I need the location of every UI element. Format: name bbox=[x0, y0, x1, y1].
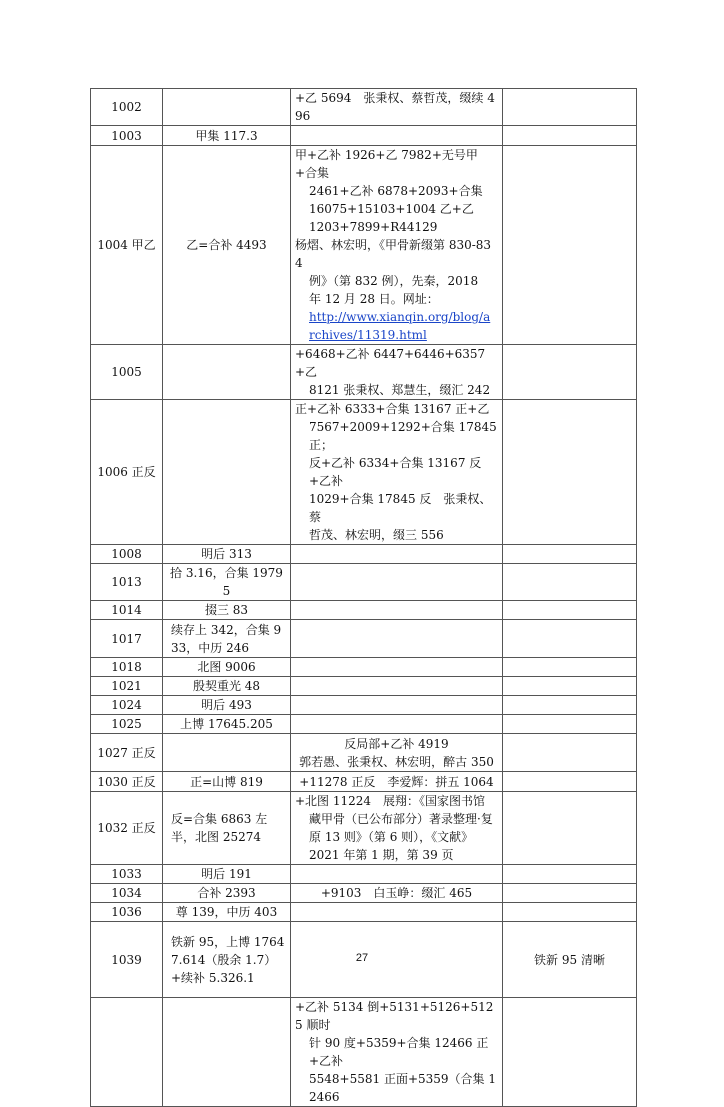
cell-remarks bbox=[503, 715, 637, 734]
cell-notes bbox=[291, 903, 503, 922]
note-line: 反+乙补 6334+合集 13167 反+乙补 bbox=[309, 456, 482, 488]
cell-source: 明后 313 bbox=[163, 545, 291, 564]
note-line: 例》（第 832 例），先秦，2018 bbox=[309, 274, 479, 288]
cell-number: 1008 bbox=[91, 545, 163, 564]
cell-notes bbox=[291, 146, 503, 345]
cell-remarks bbox=[503, 772, 637, 792]
cell-remarks bbox=[503, 601, 637, 620]
table-row bbox=[91, 998, 637, 1107]
cell-number: 1014 bbox=[91, 601, 163, 620]
table-row bbox=[91, 126, 637, 146]
note-line: 7567+2009+1292+合集 17845 正； bbox=[309, 420, 497, 452]
table-row bbox=[91, 564, 637, 601]
cell-source: 掇三 83 bbox=[163, 601, 291, 620]
cell-notes bbox=[291, 564, 503, 601]
cell-remarks bbox=[503, 658, 637, 677]
cell-remarks bbox=[503, 146, 637, 345]
cell-source: 反=合集 6863 左半，北图 25274 bbox=[163, 792, 291, 865]
cell-notes bbox=[291, 677, 503, 696]
table-row bbox=[91, 715, 637, 734]
table-row bbox=[91, 884, 637, 903]
cell-notes bbox=[291, 734, 503, 772]
cell-source: 铁新 95，上博 17647.614（殷余 1.7）+续补 5.326.1 bbox=[163, 922, 291, 998]
note-line: 针 90 度+5359+合集 12466 正+乙补 bbox=[309, 1036, 489, 1068]
cell-remarks bbox=[503, 564, 637, 601]
cell-number: 1006 正反 bbox=[91, 400, 163, 545]
cell-remarks bbox=[503, 400, 637, 545]
note-line: 年 12 月 28 日。网址： bbox=[309, 292, 439, 306]
cell-number: 1039 bbox=[91, 922, 163, 998]
cell-remarks bbox=[503, 89, 637, 126]
cell-number: 1024 bbox=[91, 696, 163, 715]
cell-remarks bbox=[503, 865, 637, 884]
note-line: 哲茂、林宏明，缀三 556 bbox=[309, 528, 444, 542]
cell-remarks bbox=[503, 620, 637, 658]
cell-source: 尊 139，中历 403 bbox=[163, 903, 291, 922]
cell-number: 1004 甲乙 bbox=[91, 146, 163, 345]
cell-number: 1018 bbox=[91, 658, 163, 677]
note-line: +乙补 5134 倒+5131+5126+5125 顺时 bbox=[295, 1000, 494, 1032]
cell-source bbox=[163, 400, 291, 545]
table-row bbox=[91, 658, 637, 677]
cell-source: 北图 9006 bbox=[163, 658, 291, 677]
cell-notes bbox=[291, 400, 503, 545]
cell-source: 续存上 342，合集 933，中历 246 bbox=[163, 620, 291, 658]
cell-notes bbox=[291, 89, 503, 126]
cell-source: 正=山博 819 bbox=[163, 772, 291, 792]
cell-source: 上博 17645.205 bbox=[163, 715, 291, 734]
cell-remarks bbox=[503, 903, 637, 922]
note-line: +北图 11224 展翔：《国家图书馆 bbox=[295, 794, 486, 808]
cell-notes bbox=[291, 345, 503, 400]
cell-number: 1032 正反 bbox=[91, 792, 163, 865]
cell-source: 合补 2393 bbox=[163, 884, 291, 903]
cell-number: 1013 bbox=[91, 564, 163, 601]
archive-link[interactable]: http://www.xianqin.org/blog/a bbox=[309, 310, 491, 324]
cell-notes bbox=[291, 792, 503, 865]
note-line: 甲+乙补 1926+乙 7982+无号甲+合集 bbox=[295, 148, 478, 180]
note-line: 1029+合集 17845 反 张秉权、蔡 bbox=[309, 492, 492, 524]
cell-remarks bbox=[503, 792, 637, 865]
cell-remarks bbox=[503, 884, 637, 903]
cell-number: 1036 bbox=[91, 903, 163, 922]
cell-source: 甲集 117.3 bbox=[163, 126, 291, 146]
cell-number: 1033 bbox=[91, 865, 163, 884]
table-row bbox=[91, 146, 637, 345]
cell-source: 乙=合补 4493 bbox=[163, 146, 291, 345]
cell-notes bbox=[291, 715, 503, 734]
cell-remarks bbox=[503, 126, 637, 146]
note-line: +9103 白玉峥：缀汇 465 bbox=[320, 886, 473, 900]
note-line: 2461+乙补 6878+2093+合集 bbox=[309, 184, 483, 198]
note-line: 16075+15103+1004 乙+乙 bbox=[309, 202, 474, 216]
cell-remarks bbox=[503, 677, 637, 696]
cell-remarks: 铁新 95 清晰 bbox=[503, 922, 637, 998]
table-row bbox=[91, 345, 637, 400]
note-line: 原 13 则》（第 6 则），《文献》 bbox=[309, 830, 474, 844]
cell-remarks bbox=[503, 696, 637, 715]
cell-number bbox=[91, 998, 163, 1107]
note-line: +乙 5694 张秉权、蔡哲茂，缀续 496 bbox=[295, 91, 495, 123]
note-line: 8121 张秉权、郑慧生，缀汇 242 bbox=[309, 383, 491, 397]
note-line: 藏甲骨（已公布部分）著录整理·复 bbox=[309, 812, 493, 826]
note-line: 杨熠、林宏明，《甲骨新缀第 830-834 bbox=[295, 238, 492, 270]
table-row bbox=[91, 865, 637, 884]
note-line: +6468+乙补 6447+6446+6357+乙 bbox=[295, 347, 486, 379]
note-line: 1203+7899+R44129 bbox=[309, 220, 438, 234]
cell-number: 1030 正反 bbox=[91, 772, 163, 792]
note-line: 2021 年第 1 期，第 39 页 bbox=[309, 848, 454, 862]
table-row bbox=[91, 677, 637, 696]
cell-source bbox=[163, 345, 291, 400]
cell-number: 1005 bbox=[91, 345, 163, 400]
cell-number: 1021 bbox=[91, 677, 163, 696]
cell-notes bbox=[291, 658, 503, 677]
table-row bbox=[91, 601, 637, 620]
cell-number: 1025 bbox=[91, 715, 163, 734]
table-row bbox=[91, 696, 637, 715]
archive-link[interactable]: rchives/11319.html bbox=[309, 328, 427, 342]
cell-number: 1002 bbox=[91, 89, 163, 126]
cell-number: 1017 bbox=[91, 620, 163, 658]
table-row bbox=[91, 772, 637, 792]
cell-notes bbox=[291, 126, 503, 146]
cell-notes bbox=[291, 620, 503, 658]
table-row bbox=[91, 400, 637, 545]
cell-notes bbox=[291, 696, 503, 715]
cell-source bbox=[163, 734, 291, 772]
cell-source: 明后 191 bbox=[163, 865, 291, 884]
note-line: 5548+5581 正面+5359（合集 12466 bbox=[309, 1072, 496, 1104]
note-line: 反局部+乙补 4919 bbox=[344, 736, 449, 751]
cell-source bbox=[163, 998, 291, 1107]
cell-notes bbox=[291, 884, 503, 903]
table-row bbox=[91, 620, 637, 658]
cell-remarks bbox=[503, 545, 637, 564]
note-line: +11278 正反 李爱辉：拼五 1064 bbox=[299, 774, 494, 789]
cell-notes bbox=[291, 998, 503, 1107]
note-line: 郭若愚、张秉权、林宏明，醉古 350 bbox=[299, 754, 494, 769]
cell-remarks bbox=[503, 345, 637, 400]
cell-source bbox=[163, 89, 291, 126]
cell-notes bbox=[291, 601, 503, 620]
table-row bbox=[91, 545, 637, 564]
table-row bbox=[91, 89, 637, 126]
cell-number: 1003 bbox=[91, 126, 163, 146]
table-row bbox=[91, 734, 637, 772]
cell-source: 明后 493 bbox=[163, 696, 291, 715]
cell-notes bbox=[291, 772, 503, 792]
table-row bbox=[91, 903, 637, 922]
table-row bbox=[91, 792, 637, 865]
cell-notes bbox=[291, 545, 503, 564]
cell-remarks bbox=[503, 734, 637, 772]
cell-notes bbox=[291, 865, 503, 884]
cell-number: 1034 bbox=[91, 884, 163, 903]
page-number: 27 bbox=[355, 952, 369, 964]
cell-number: 1027 正反 bbox=[91, 734, 163, 772]
cell-source: 殷契重光 48 bbox=[163, 677, 291, 696]
cell-remarks bbox=[503, 998, 637, 1107]
note-line: 正+乙补 6333+合集 13167 正+乙 bbox=[295, 402, 490, 416]
cell-source: 拾 3.16，合集 19795 bbox=[163, 564, 291, 601]
